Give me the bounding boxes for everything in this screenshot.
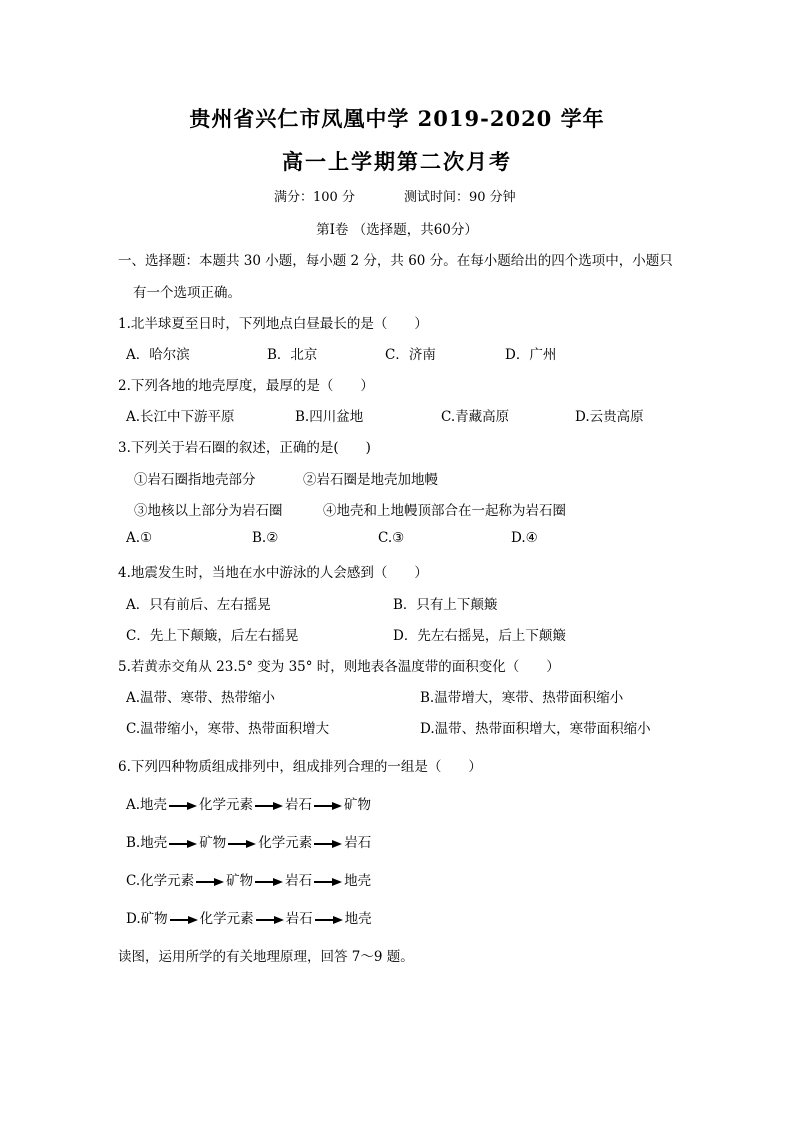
right-arrow-icon (196, 877, 224, 887)
right-arrow-icon (314, 801, 342, 811)
right-arrow-icon (170, 915, 198, 925)
volume-heading: 第Ⅰ卷 （选择题，共60分） (316, 222, 478, 238)
q4-option-d: D．先左右摇晃，后上下颠簸 (393, 628, 566, 644)
right-arrow-icon (256, 915, 284, 925)
q6-option-c (126, 869, 371, 889)
chain-item: 地壳 (140, 797, 168, 813)
chain-item: 地壳 (344, 911, 372, 927)
question-5-stem: 5.若黄赤交角从 23.5° 变为 35° 时，则地表各温度带的面积变化（ ） (118, 659, 560, 675)
right-arrow-icon (315, 915, 343, 925)
q3-statement-4: ④地壳和上地幔顶部合在一起称为岩石圈 (323, 503, 566, 519)
chain-item: 化学元素 (258, 835, 313, 851)
question-1-stem: 1.北半球夏至日时，下列地点白昼最长的是（ ） (118, 316, 428, 332)
option-letter: B. (126, 835, 141, 851)
question-2-stem: 2.下列各地的地壳厚度，最厚的是（ ） (118, 378, 374, 394)
right-arrow-icon (314, 839, 342, 849)
q2-option-a: A.长江中下游平原 (126, 409, 235, 425)
chain-item: 地壳 (344, 873, 372, 889)
q1-option-b: B．北京 (267, 347, 318, 363)
chain-item: 化学元素 (140, 873, 195, 889)
q6-option-d (126, 907, 372, 927)
chain-item: 化学元素 (199, 797, 254, 813)
chain-item: 岩石 (285, 873, 313, 889)
chain-item: 岩石 (285, 797, 313, 813)
right-arrow-icon (255, 801, 283, 811)
section-intro-cont: 有一个选项正确。 (133, 285, 241, 301)
q5-option-a: A.温带、寒带、热带缩小 (126, 690, 276, 706)
right-arrow-icon (314, 877, 342, 887)
q3-option-c: C.③ (378, 530, 405, 546)
chain-item: 化学元素 (199, 911, 254, 927)
full-score: 满分：100 分 (274, 190, 355, 205)
chain-item: 矿物 (344, 797, 372, 813)
q2-option-c: C.青藏高原 (441, 409, 510, 425)
q1-option-d: D．广州 (505, 347, 557, 363)
q6-option-a (126, 793, 371, 813)
question-4-stem: 4.地震发生时，当地在水中游泳的人会感到（ ） (118, 565, 428, 581)
chain-item: 地壳 (140, 835, 168, 851)
chain-item: 岩石 (285, 911, 313, 927)
q4-option-b: B．只有上下颠簸 (393, 597, 498, 613)
chain-item: 矿物 (199, 835, 227, 851)
q5-option-c: C.温带缩小，寒带、热带面积增大 (126, 721, 330, 737)
option-letter: C. (126, 873, 141, 889)
option-letter: D. (126, 911, 141, 927)
q5-option-b: B.温带增大，寒带、热带面积缩小 (420, 690, 624, 706)
q5-option-d: D.温带、热带面积增大，寒带面积缩小 (420, 721, 651, 737)
right-arrow-icon (255, 877, 283, 887)
q3-statement-3: ③地核以上部分为岩石圈 (134, 503, 283, 519)
q3-option-d: D.④ (511, 530, 538, 546)
q3-option-b: B.② (252, 530, 279, 546)
test-time: 测试时间：90 分钟 (404, 190, 516, 205)
question-6-stem: 6.下列四种物质组成排列中，组成排列合理的一组是（ ） (118, 759, 482, 775)
option-letter: A. (126, 797, 141, 813)
chain-item: 矿物 (140, 911, 168, 927)
q2-option-b: B.四川盆地 (295, 409, 364, 425)
q3-statement-1: ①岩石圈指地壳部分 (134, 472, 256, 488)
q1-option-c: C．济南 (385, 347, 436, 363)
q2-option-d: D.云贵高原 (575, 409, 644, 425)
question-3-stem: 3.下列关于岩石圈的叙述，正确的是( ) (118, 440, 371, 456)
q3-statement-2: ②岩石圈是地壳加地幔 (303, 472, 438, 488)
chain-item: 岩石 (344, 835, 372, 851)
q4-option-a: A．只有前后、左右摇晃 (126, 597, 271, 613)
right-arrow-icon (169, 839, 197, 849)
q6-option-b (126, 831, 371, 851)
q4-option-c: C．先上下颠簸，后左右摇晃 (126, 628, 299, 644)
section-intro: 一、选择题：本题共 30 小题，每小题 2 分，共 60 分。在每小题给出的四个选项中，小题只 (118, 253, 673, 269)
right-arrow-icon (228, 839, 256, 849)
q1-option-a: A．哈尔滨 (126, 347, 190, 363)
read-prompt: 读图，运用所学的有关地理原理，回答 7～9 题。 (118, 949, 414, 965)
exam-title: 贵州省兴仁市凤凰中学 2019-2020 学年 (189, 106, 605, 131)
q3-option-a: A.① (126, 530, 153, 546)
chain-item: 矿物 (226, 873, 254, 889)
exam-subtitle: 高一上学期第二次月考 (282, 149, 512, 174)
right-arrow-icon (169, 801, 197, 811)
